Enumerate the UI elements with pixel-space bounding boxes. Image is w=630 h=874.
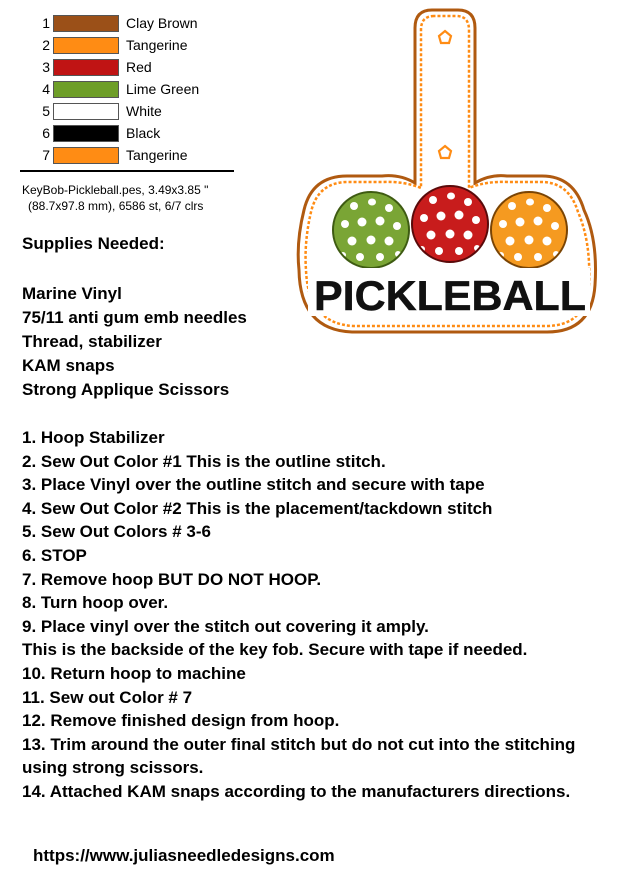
instruction-step: 14. Attached KAM snaps according to the manufacturers directions. [22,781,571,801]
color-number: 7 [42,147,50,163]
color-name: Tangerine [126,147,188,163]
key-fob-design [292,0,602,345]
color-name: White [126,103,162,119]
supply-item: Marine Vinyl [22,284,122,303]
supply-item: KAM snaps [22,356,115,375]
color-swatch [53,15,119,32]
color-swatch [53,81,119,98]
ball-red [412,186,488,262]
color-swatch [53,125,119,142]
supplies-heading: Supplies Needed: [22,234,165,253]
color-row [30,78,230,100]
supply-item: Thread, stabilizer [22,332,162,351]
ball-green [333,192,409,268]
instruction-step: 11. Sew out Color # 7 [22,687,193,707]
instruction-step: 7. Remove hoop BUT DO NOT HOOP. [22,569,322,589]
supply-item: Strong Applique Scissors [22,380,230,399]
color-swatch-table [30,12,230,166]
color-name: Lime Green [126,81,200,97]
divider [20,170,234,172]
instruction-step: 4. Sew Out Color #2 This is the placement/tackdown stitch [22,498,493,518]
instruction-step: This is the backside of the key fob. Secure with tape if needed. [22,640,528,660]
color-row [30,144,230,166]
color-row [30,34,230,56]
supply-item: 75/11 anti gum emb needles [22,308,247,327]
instruction-step: 9. Place vinyl over the stitch out covering it amply. [22,616,429,636]
instruction-step: 2. Sew Out Color #1 This is the outline stitch. [22,451,386,471]
color-swatch [53,37,119,54]
color-number: 2 [42,37,50,53]
instruction-step: 10. Return hoop to machine [22,663,246,683]
file-info [22,182,208,214]
instructions-list [22,426,622,804]
color-number: 1 [42,15,50,31]
instruction-step: 8. Turn hoop over. [22,593,169,613]
color-number: 3 [42,59,50,75]
instruction-step: 3. Place Vinyl over the outline stitch and secure with tape [22,475,485,495]
color-swatch [53,103,119,120]
color-row [30,56,230,78]
instruction-step: 12. Remove finished design from hoop. [22,711,340,731]
ball-orange [491,192,567,268]
instruction-step: 5. Sew Out Colors # 3-6 [22,522,211,542]
color-swatch [53,59,119,76]
color-row [30,12,230,34]
color-number: 6 [42,125,50,141]
color-number: 4 [42,81,50,97]
instruction-step: 13. Trim around the outer final stitch but do not cut into the stitching using strong scissors. [22,734,576,778]
file-info-line: (88.7x97.8 mm), 6586 st, 6/7 clrs [28,199,204,213]
color-swatch [53,147,119,164]
supplies-list [22,282,247,402]
instruction-step: 1. Hoop Stabilizer [22,428,165,447]
instruction-step: 6. STOP [22,545,87,565]
color-number: 5 [42,103,50,119]
pickleball-word: PICKLEBALL [314,272,586,319]
color-row [30,122,230,144]
footer-url: https://www.juliasneedledesigns.com [33,846,335,865]
color-name: Clay Brown [126,15,198,31]
file-info-line: KeyBob-Pickleball.pes, 3.49x3.85 " [22,183,209,197]
color-row [30,100,230,122]
color-name: Red [126,59,152,75]
color-name: Black [126,125,161,141]
color-name: Tangerine [126,37,188,53]
